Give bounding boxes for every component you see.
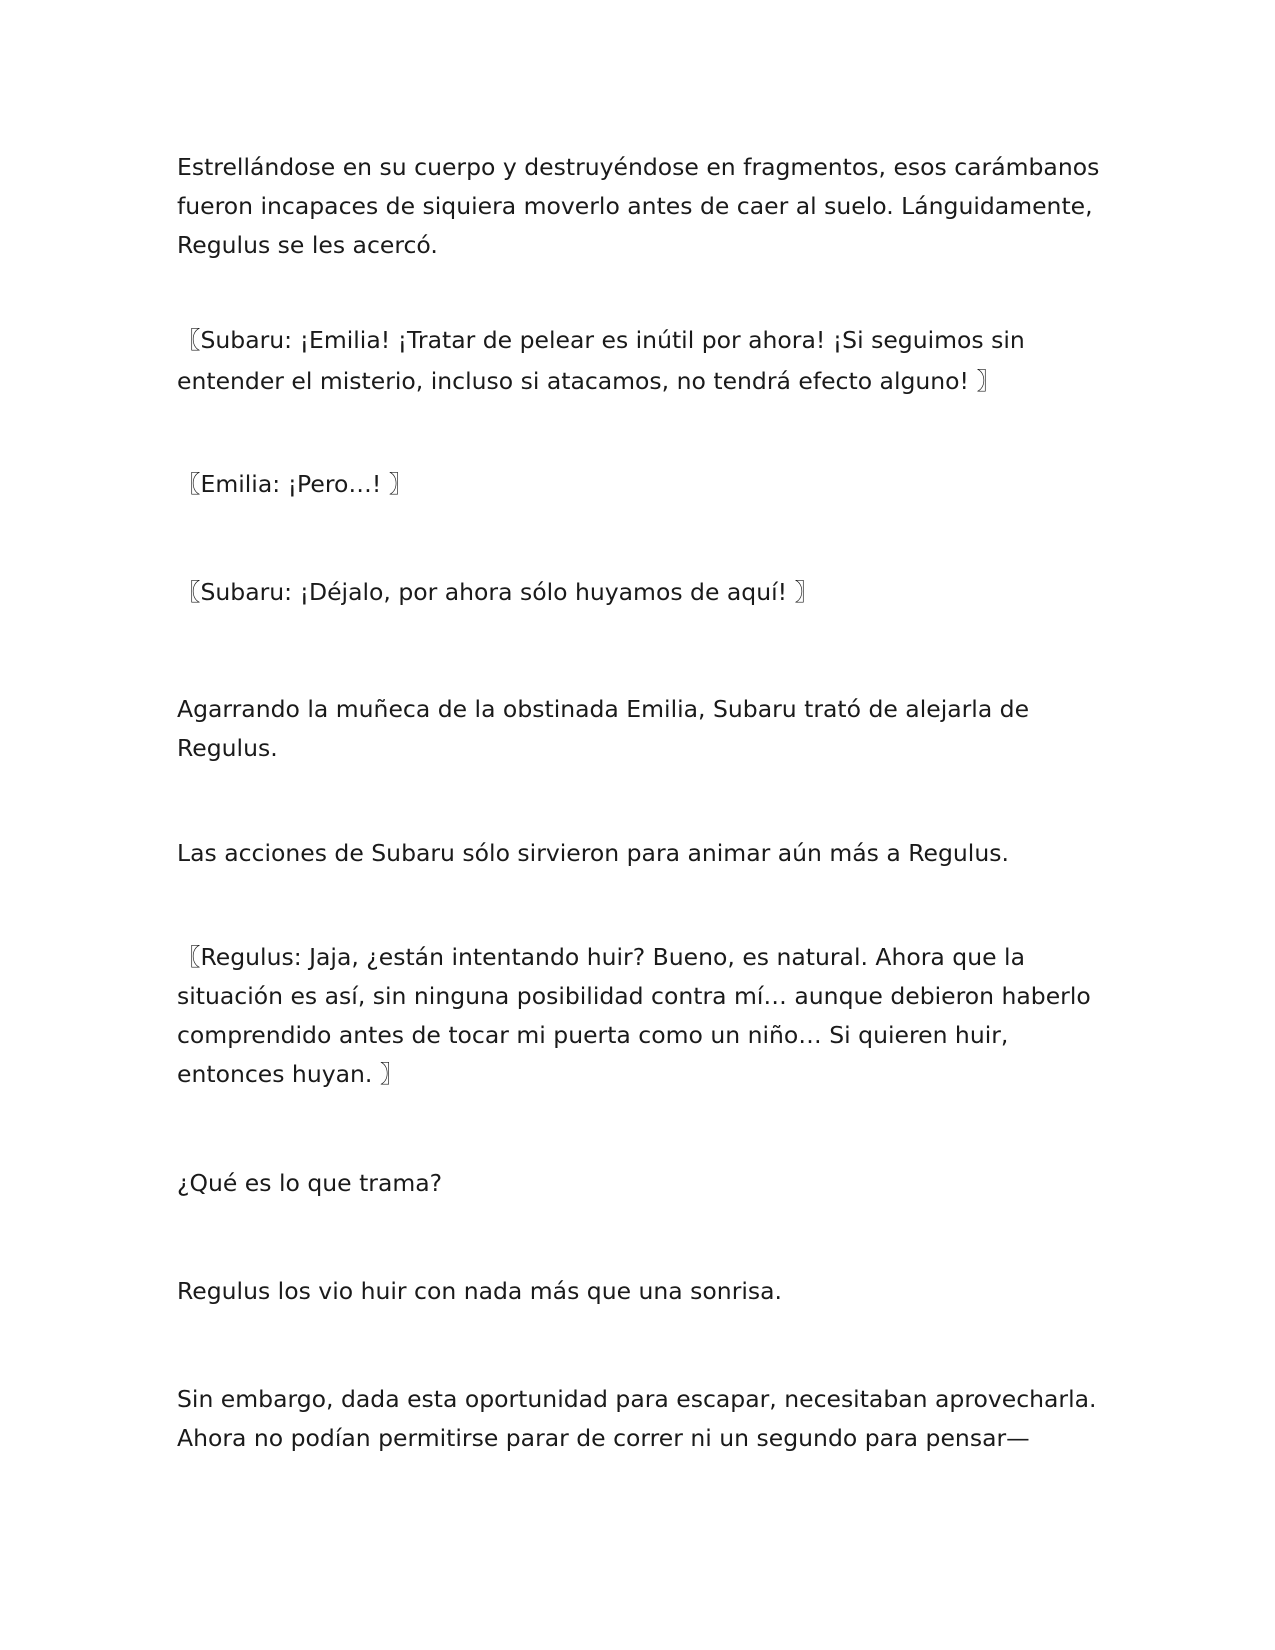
paragraph-dialogue-subaru-1: 〖Subaru: ¡Emilia! ¡Tratar de pelear es inútil por ahora! ¡Si seguimos sin entender el misterio, incluso si atacamos, no tendrá efecto alguno! 〗 <box>177 326 1025 395</box>
paragraph-narration-3: Las acciones de Subaru sólo sirvieron para animar aún más a Regulus. <box>177 839 1009 867</box>
paragraph-dialogue-regulus: 〖Regulus: Jaja, ¿están intentando huir? Bueno, es natural. Ahora que la situación es así, sin ninguna posibilidad contra mí… aunque debieron haberlo comprendido antes de tocar mi puerta como un niño… Si quieren huir, entonces huyan. 〗 <box>177 943 1091 1088</box>
paragraph-narration-4: ¿Qué es lo que trama? <box>177 1169 443 1197</box>
paragraph-narration-5: Regulus los vio huir con nada más que una sonrisa. <box>177 1277 782 1305</box>
paragraph-narration-6: Sin embargo, dada esta oportunidad para escapar, necesitaban aprovecharla. Ahora no podían permitirse parar de correr ni un segundo para pensar— <box>177 1385 1097 1452</box>
paragraph-narration-1: Estrellándose en su cuerpo y destruyéndose en fragmentos, esos carámbanos fueron incapaces de siquiera moverlo antes de caer al suelo. Lánguidamente, Regulus se les acercó. <box>177 153 1100 259</box>
paragraph-narration-2: Agarrando la muñeca de la obstinada Emilia, Subaru trató de alejarla de Regulus. <box>177 695 1030 762</box>
paragraph-dialogue-subaru-2: 〖Subaru: ¡Déjalo, por ahora sólo huyamos de aquí! 〗 <box>177 578 819 606</box>
paragraph-dialogue-emilia: 〖Emilia: ¡Pero…! 〗 <box>177 470 413 498</box>
